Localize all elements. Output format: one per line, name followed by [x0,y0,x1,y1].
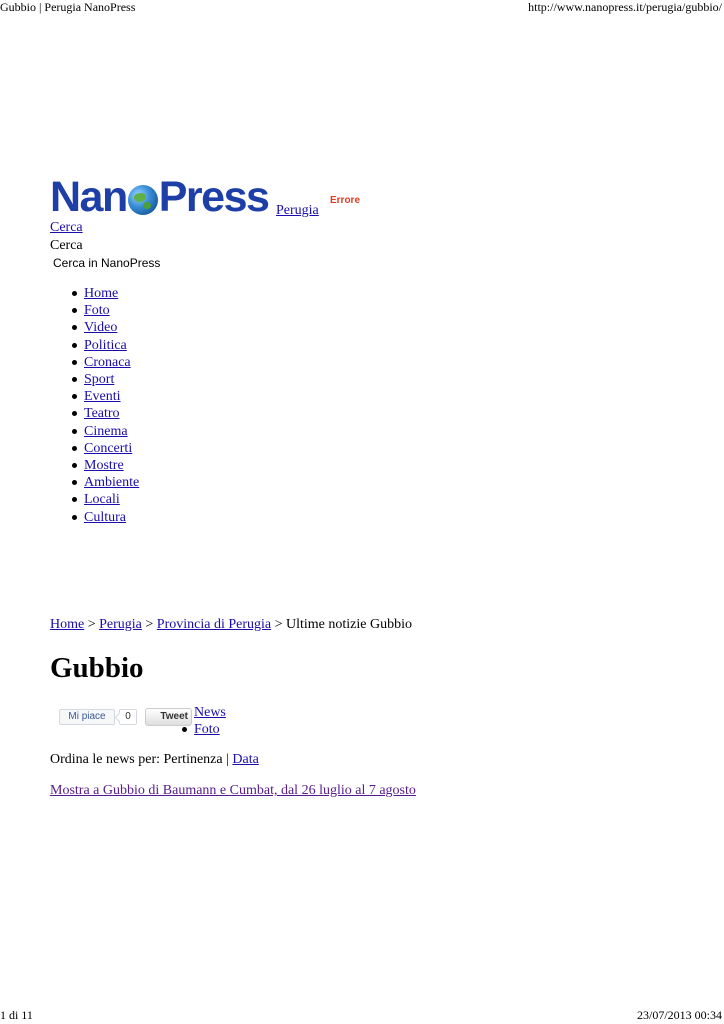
nav-link-home[interactable]: Home [84,286,119,301]
nav-link-cinema[interactable]: Cinema [84,423,128,439]
nav-item-cronaca [84,354,139,371]
nav-item-cultura [84,509,139,526]
breadcrumb-home[interactable]: Home [50,617,85,632]
search-input[interactable]: Cerca in NanoPress [53,256,161,270]
city-link-perugia[interactable]: Perugia [276,203,319,218]
tab-foto-link[interactable]: Foto [194,722,220,737]
print-page-number: 1 di 11 [0,1008,33,1022]
nav-item-eventi [84,388,139,405]
sort-options [50,752,259,768]
nav-link-cronaca[interactable]: Cronaca [84,354,131,370]
nav-link-ambiente[interactable]: Ambiente [84,475,140,491]
error-message: Errore [330,195,361,206]
facebook-like-button[interactable]: Mi piace [59,709,115,725]
nanopress-logo[interactable] [50,173,269,221]
print-datetime: 23/07/2013 00:34 [636,1008,722,1022]
nav-item-teatro [84,405,139,422]
nav-link-video[interactable]: Video [84,320,118,336]
nav-item-mostre [84,457,139,474]
article-link[interactable]: Mostra a Gubbio di Baumann e Cumbat, dal 26 luglio al 7 agosto [50,783,416,798]
sort-label: Ordina le news per: Pertinenza | [50,752,229,767]
nav-item-foto [84,302,139,319]
tab-foto [194,721,226,738]
print-page-title: Gubbio | Perugia NanoPress [0,0,136,14]
nav-link-foto[interactable]: Foto [84,303,110,319]
content-tabs [194,704,226,738]
like-count: 0 [119,709,137,725]
logo-text-nan: Nan [50,173,127,221]
search-label: Cerca [50,238,83,253]
nav-link-locali[interactable]: Locali [84,492,120,508]
nav-link-politica[interactable]: Politica [84,337,127,353]
search-link[interactable]: Cerca [50,220,83,235]
nav-item-locali [84,491,139,508]
tab-news [194,704,226,721]
nav-item-video [84,319,139,336]
breadcrumb-provincia[interactable]: Provincia di Perugia [156,617,272,632]
tab-news-link[interactable]: News [194,705,226,720]
nav-link-sport[interactable]: Sport [84,372,115,388]
nav-link-cultura[interactable]: Cultura [84,509,126,525]
nav-link-eventi[interactable]: Eventi [84,389,121,405]
breadcrumb-current: Ultime notizie Gubbio [286,617,412,632]
nav-link-teatro[interactable]: Teatro [84,406,120,422]
breadcrumb-separator: > [274,617,283,632]
nav-item-cinema [84,423,139,440]
sort-by-date-link[interactable]: Data [232,752,259,767]
breadcrumb-separator: > [87,617,96,632]
nav-link-mostre[interactable]: Mostre [84,458,124,474]
breadcrumb-perugia[interactable]: Perugia [99,617,142,632]
logo-text-press: Press [158,173,269,221]
nav-item-politica [84,337,139,354]
nav-item-home [84,285,139,302]
page-title: Gubbio [50,652,144,684]
breadcrumb [50,617,412,633]
nav-item-sport [84,371,139,388]
print-page-url: http://www.nanopress.it/perugia/gubbio/ [528,0,722,14]
tweet-button[interactable] [145,708,192,726]
nav-item-concerti [84,440,139,457]
globe-icon [128,185,158,215]
nav-link-concerti[interactable]: Concerti [84,440,133,456]
main-nav [84,285,139,526]
breadcrumb-separator: > [145,617,154,632]
nav-item-ambiente [84,474,139,491]
tweet-label: Tweet [160,711,188,722]
